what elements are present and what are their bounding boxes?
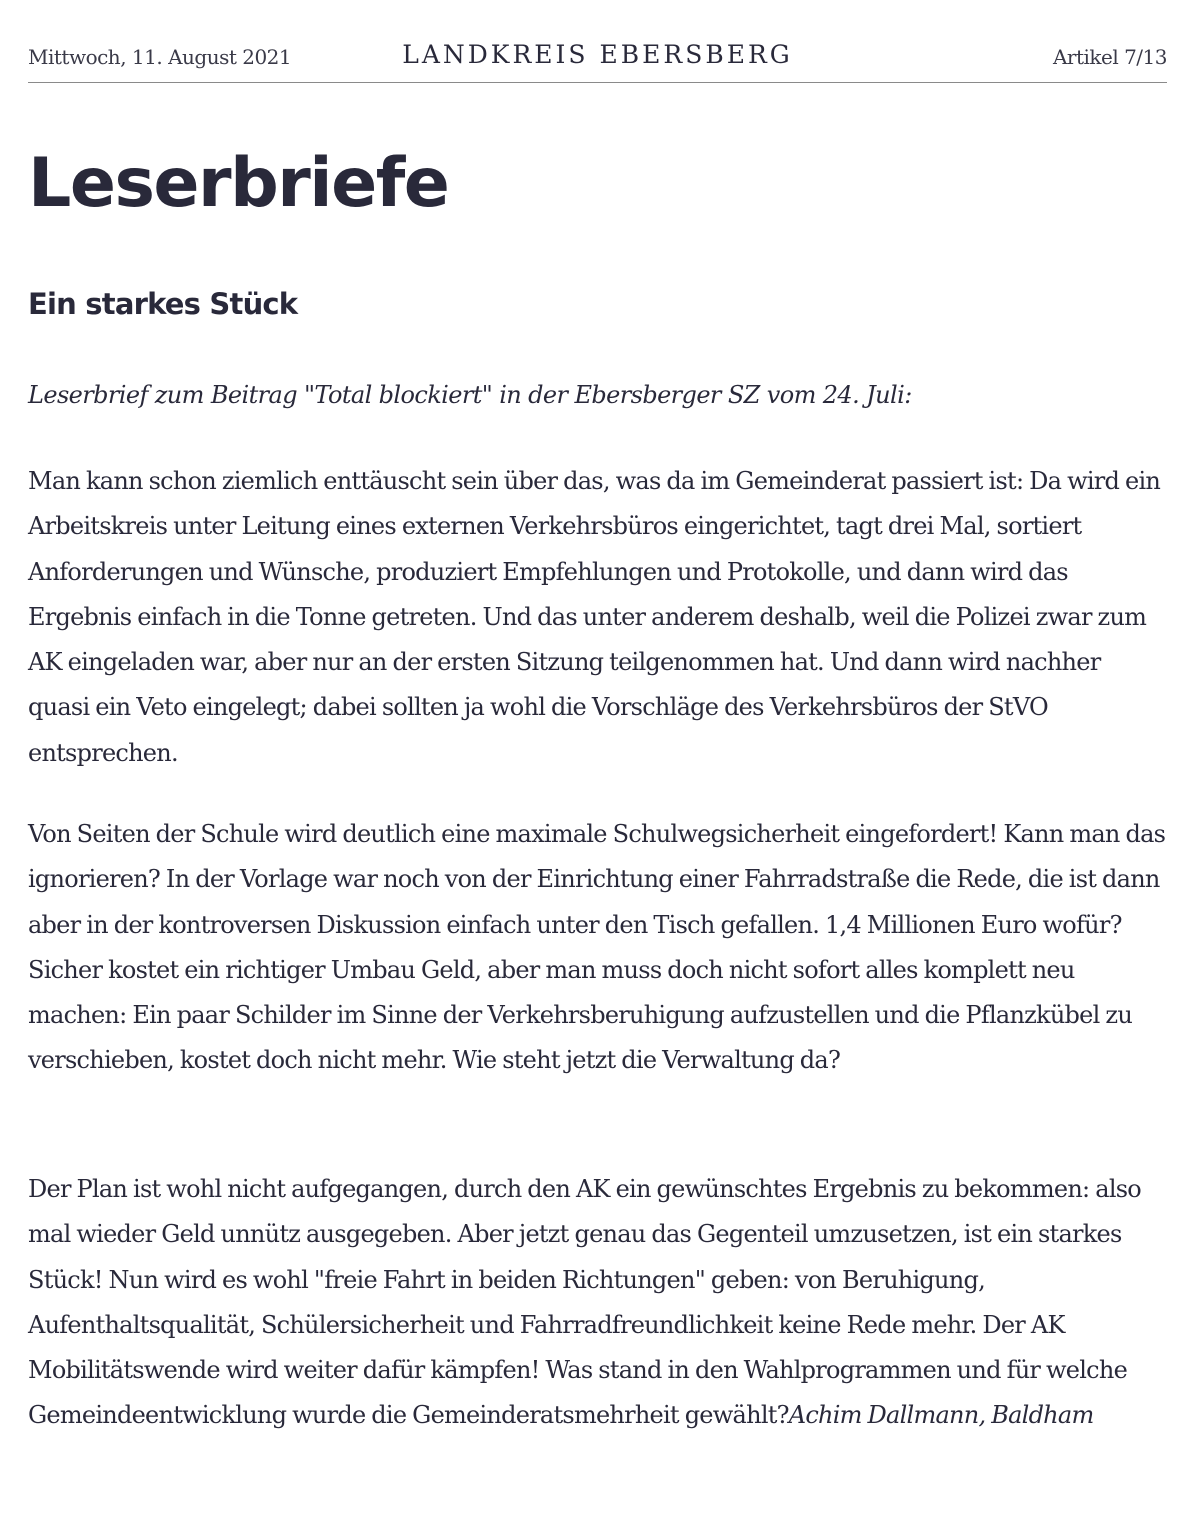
masthead bbox=[28, 0, 1167, 83]
publication-title: LANDKREIS EBERSBERG bbox=[402, 40, 793, 69]
body-paragraph-1: Man kann schon ziemlich enttäuscht sein über das, was da im Gemeinderat passiert ist: Da wird ein Arbeitskreis unter Leitung eines externen Verkehrsbüros eingerichtet, tagt drei Mal, sortiert Anforderungen und Wünsche, produziert Empfehlungen und Protokolle, und dann wird das Ergebnis einfach in die Tonne getreten. Und das unter anderem deshalb, weil die Polizei zwar zum AK eingeladen war, aber nur an der ersten Sitzung teilgenommen hat. Und dann wird nachher quasi ein Veto eingelegt; dabei sollten ja wohl die Vorschläge des Verkehrsbüros der StVO entsprechen. bbox=[28, 467, 1161, 767]
body-paragraph-2: Von Seiten der Schule wird deutlich eine maximale Schulwegsicherheit eingefordert! Kann man das ignorieren? In der Vorlage war noch von der Einrichtung einer Fahrradstraße die Rede, die ist dann aber in der kontroversen Diskussion einfach unter den Tisch gefallen. 1,4 Millionen Euro wofür? Sicher kostet ein richtiger Umbau Geld, aber man muss doch nicht sofort alles komplett neu machen: Ein paar Schilder im Sinne der Verkehrsberuhigung aufzustellen und die Pflanzkübel zu verschieben, kostet doch nicht mehr. Wie steht jetzt die Verwaltung da? bbox=[28, 820, 1166, 1075]
author-signature: Achim Dallmann, Baldham bbox=[788, 1401, 1094, 1430]
body-paragraph-3 bbox=[28, 1167, 1167, 1439]
article-counter: Artikel 7/13 bbox=[1052, 45, 1167, 69]
issue-date: Mittwoch, 11. August 2021 bbox=[28, 45, 292, 69]
article-page bbox=[28, 0, 1167, 1430]
article-intro: Leserbrief zum Beitrag "Total blockiert" in der Ebersberger SZ vom 24. Juli: bbox=[28, 381, 912, 409]
section-title: Leserbriefe bbox=[28, 144, 449, 223]
body-paragraph-3-text: Der Plan ist wohl nicht aufgegangen, durch den AK ein gewünschtes Ergebnis zu bekommen: also mal wieder Geld unnütz ausgegeben. Aber jetzt genau das Gegenteil umzusetzen, ist ein starkes Stück! Nun wird es wohl "freie Fahrt in beiden Richtungen" geben: von Beruhigung, Aufenthaltsqualität, Schülersicherheit und Fahrradfreundlichkeit keine Rede mehr. Der AK Mobilitätswende wird weiter dafür kämpfen! Was stand in den Wahlprogrammen und für welche Gemeindeentwicklung wurde die Gemeinderatsmehrheit gewählt? bbox=[28, 1175, 1142, 1430]
article-headline: Ein starkes Stück bbox=[28, 287, 298, 321]
